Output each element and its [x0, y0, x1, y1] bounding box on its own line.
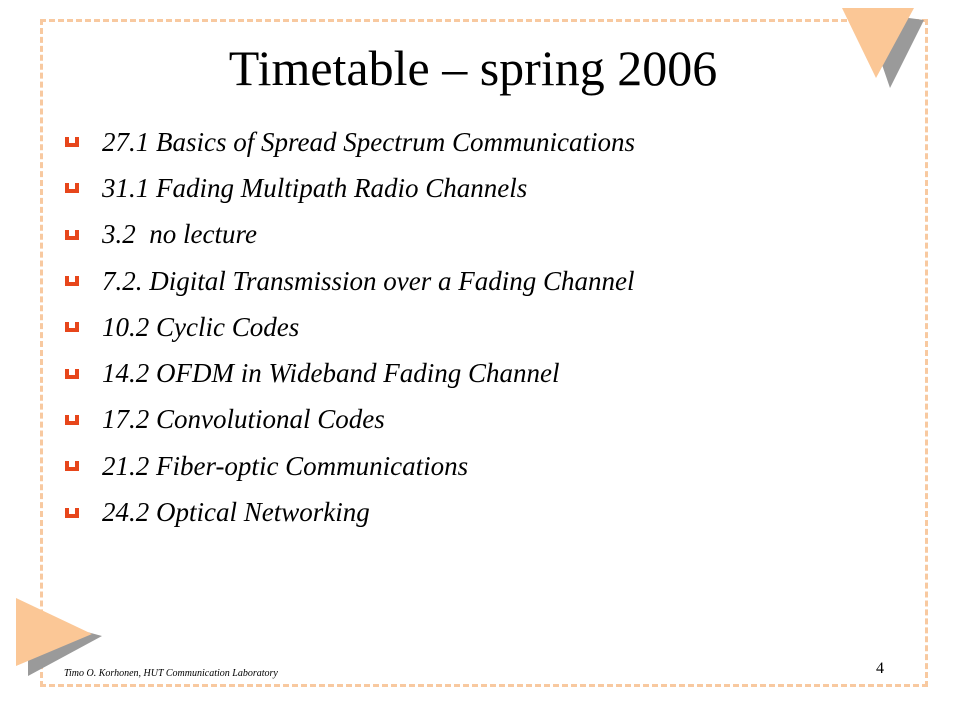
list-item-text: 24.2 Optical Networking	[102, 497, 370, 528]
list-item-text: 14.2 OFDM in Wideband Fading Channel	[102, 358, 560, 389]
list-item-text: 21.2 Fiber-optic Communications	[102, 450, 469, 481]
bullet-icon	[64, 505, 102, 521]
list-item	[64, 489, 635, 535]
slide-title: Timetable – spring 2006	[228, 40, 718, 96]
footer-author: Timo O. Korhonen, HUT Communication Laboratory	[64, 668, 278, 679]
bottom-left-triangle-decoration	[16, 598, 102, 676]
list-item	[64, 119, 635, 165]
bullet-icon	[64, 180, 102, 196]
list-item-text: 10.2 Cyclic Codes	[102, 311, 300, 342]
bullet-icon	[64, 458, 102, 474]
list-item	[64, 304, 635, 350]
list-item	[64, 165, 635, 211]
list-item-text: 31.1 Fading Multipath Radio Channels	[102, 172, 528, 203]
bullet-icon	[64, 412, 102, 428]
list-item	[64, 350, 635, 396]
list-item-text: 17.2 Convolutional Codes	[102, 404, 385, 435]
bullet-icon	[64, 319, 102, 335]
bullet-icon	[64, 227, 102, 243]
list-item-text: 7.2. Digital Transmission over a Fading Channel	[102, 265, 635, 296]
list-item	[64, 212, 635, 258]
bullet-icon	[64, 273, 102, 289]
page-number: 4	[876, 660, 884, 677]
list-item	[64, 397, 635, 443]
bullet-icon	[64, 366, 102, 382]
bullet-icon	[64, 134, 102, 150]
list-item-text: 27.1 Basics of Spread Spectrum Communications	[102, 126, 635, 157]
list-item-text: 3.2 no lecture	[102, 219, 257, 250]
list-item	[64, 258, 635, 304]
timetable-list	[64, 119, 635, 536]
list-item	[64, 443, 635, 489]
